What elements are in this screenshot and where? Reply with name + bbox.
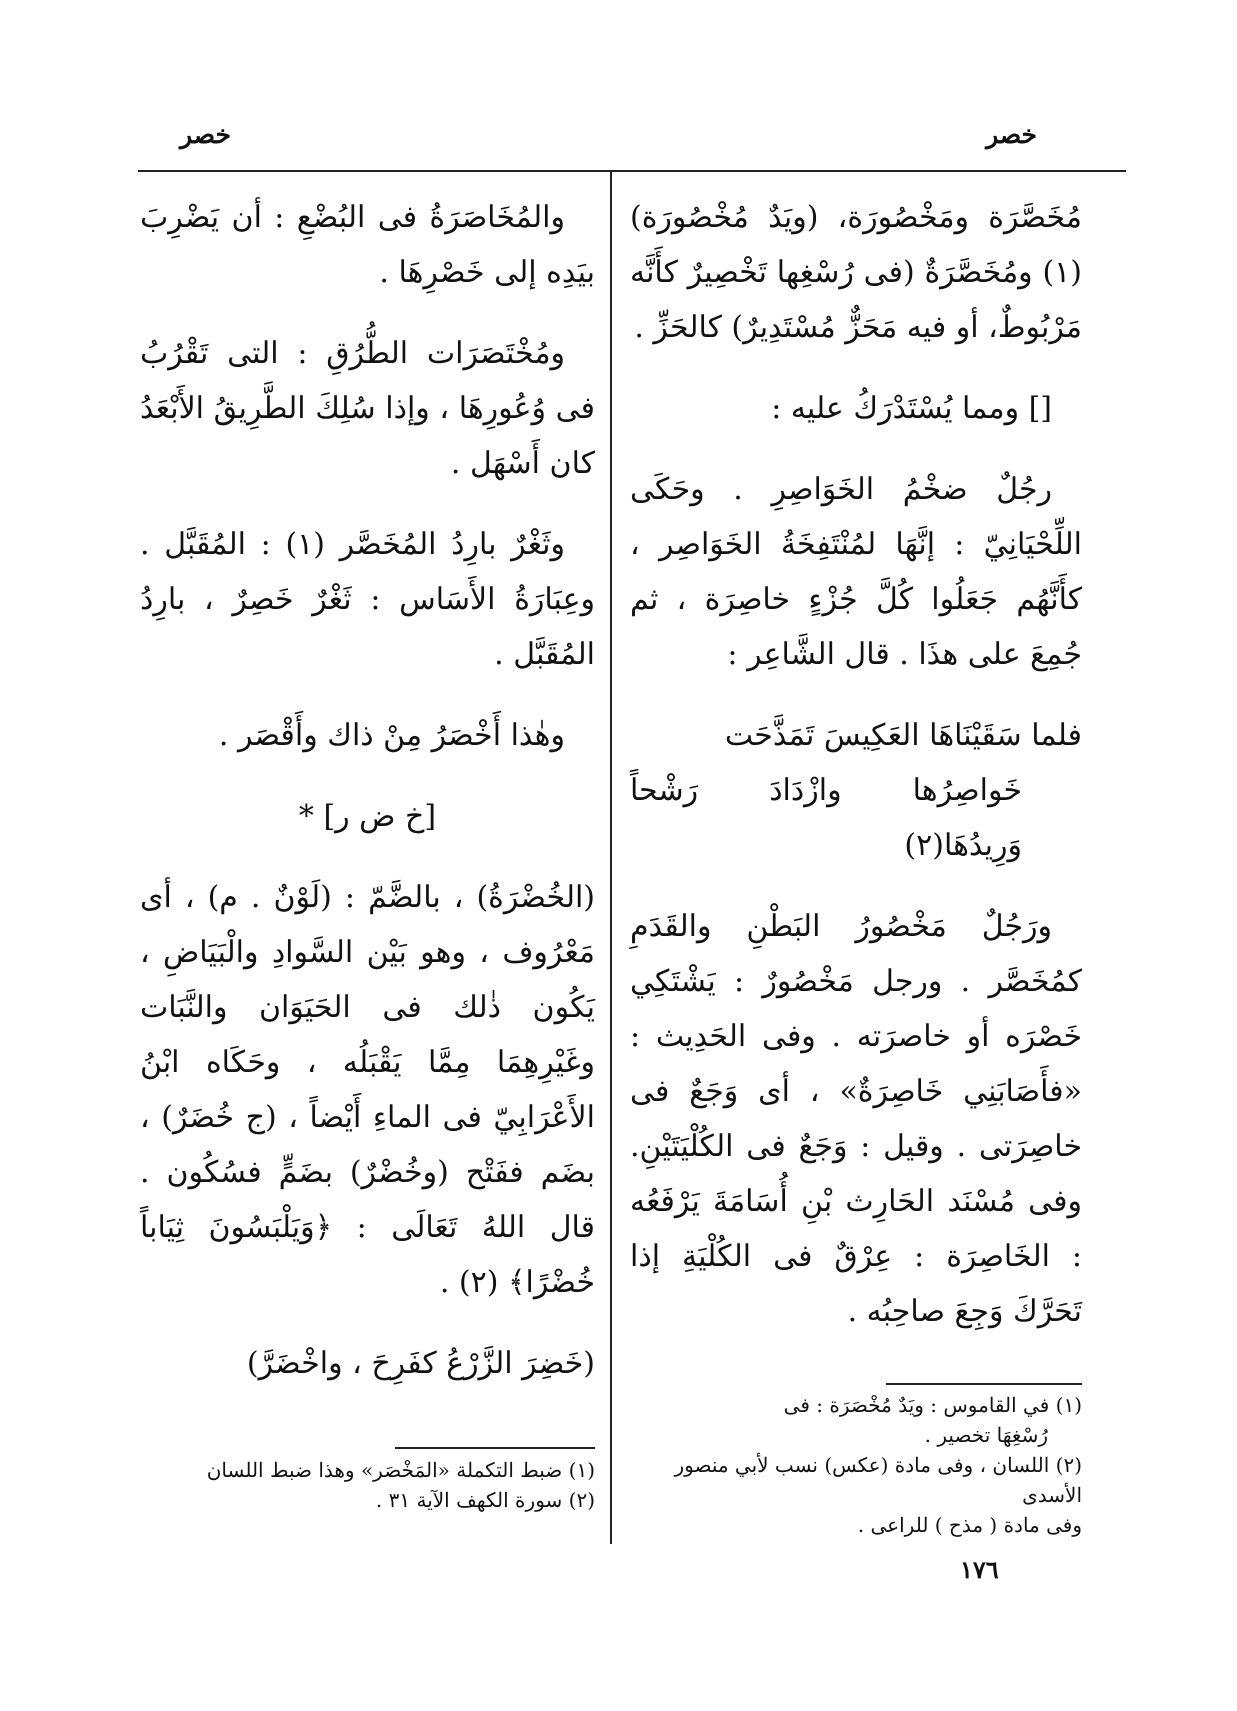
footnote: (٢) سورة الكهف الآية ٣١ . xyxy=(375,1488,595,1512)
paragraph: ورَجُلٌ مَخْصُورُ البَطْنِ والقَدَمِ كمُخَصَّر . ورجل مَخْصُورٌ : يَشْتَكِي خَصْرَه أو خاصرَته . وفى الحَدِيث : «فأَصَابَنِي خَاصِرَةٌ» ، أى وَجَعٌ فى خاصِرَتى . وقيل : وَجَعٌ فى الكُلْيَتَيْنِ. وفى مُسْنَد الحَارِث بْنِ أُسَامَةَ يَرْفَعُه : الخَاصِرَة : عِرْقٌ فى الكُلْيَةِ إذا تَحَرَّكَ وَجِعَ صاحِبُه . xyxy=(630,909,1082,1329)
left-column xyxy=(140,190,595,1417)
column-divider xyxy=(610,172,612,1544)
footnote: (٢) اللسان ، وفى مادة (عكس) نسب لأبي منصور الأسدى xyxy=(674,1453,1082,1507)
paragraph: رجُلٌ ضخْمُ الخَوَاصِرِ . وحَكَى اللِّحْيَانِيّ : إنَّهَا لمُنْتَفِخَةُ الخَوَاصِر ، كأَنَّهُم جَعَلُوا كُلَّ جُزْءٍ خاصِرَة ، ثم جُمِعَ على هذَا . قال الشَّاعِر : xyxy=(630,472,1082,672)
verse-line: فلما سَقَيْنَاهَا العَكِيسَ تَمَذَّحَت xyxy=(724,718,1082,753)
paragraph: وهٰذا أَخْصَرُ مِنْ ذاك وأَقْصَر . xyxy=(218,718,565,753)
header-rule xyxy=(138,170,1126,172)
paragraph: مُخَصَّرَة ومَخْصُورَة، (ويَدٌ مُخْصُورَة)(١) ومُخَصَّرَةٌ (فى رُسْغِها تَخْصِيرٌ كأَنَّه مَرْبُوطٌ، أو فيه مَحَزٌّ مُسْتَدِيرٌ) كالحَزِّ . xyxy=(630,200,1082,345)
paragraph: [] ومما يُسْتَدْرَكُ عليه : xyxy=(771,391,1052,426)
footnote: رُسْغِهَا تخصير . xyxy=(924,1423,1048,1447)
footnote: (١) ضبط التكملة «المَخْصَر» وهذا ضبط اللسان xyxy=(206,1458,595,1482)
page-number: ١٧٦ xyxy=(960,1555,999,1584)
right-column xyxy=(630,190,1082,1365)
footnotes-right xyxy=(630,1390,1082,1540)
paragraph: (الخُضْرَةُ) ، بالضَّمّ : (لَوْنٌ . م) ، أى مَعْرُوف ، وهو بَيْن السَّوادِ والْبَيَاضِ ، يَكُون ذٰلك فى الحَيَوَان والنَّبَات وغَيْرِهِمَا مِمَّا يَقْبَلُه ، وحَكَاه ابْنُ الأَعْرَابِيّ فى الماءِ أَيْضاً ، (ج خُضَرٌ) ، بضَم ففَتْح (وخُضْرٌ) بضَمٍّ فسُكُون . قال اللهُ تَعَالَى : ﴿وَيَلْبَسُونَ ثِيَاباً خُضْرًا﴾ (٢) . xyxy=(140,880,595,1300)
running-header-right: خصر xyxy=(986,120,1037,149)
paragraph: والمُخَاصَرَةُ فى البُضْعِ : أن يَضْرِبَ بيَدِه إلى خَصْرِهَا . xyxy=(140,200,595,290)
footnote-rule xyxy=(886,1383,1082,1385)
verse-line: خَواصِرُها وازْدَادَ رَشْحاً وَرِيدُهَا(٢) xyxy=(630,773,1022,863)
entry-heading: [خ ض ر] * xyxy=(298,799,437,834)
paragraph: (خَضِرَ الزَّرْعُ كفَرِحَ ، واخْضَرَّ) xyxy=(246,1346,595,1381)
footnote: (١) في القاموس : ويَدٌ مُخْصَرَة : فى xyxy=(783,1393,1082,1417)
paragraph: وثَغْرٌ بارِدُ المُخَصَّر (١) : المُقَبَّل . وعِبَارَةُ الأَسَاس : ثَغْرٌ خَصِرٌ ، بارِدُ المُقَبَّل . xyxy=(140,527,595,672)
footnote-rule xyxy=(395,1447,595,1449)
running-header-left: خصر xyxy=(180,120,231,149)
paragraph: ومُخْتَصَرَات الطُّرُقِ : التى تَقْرُبُ فى وُعُورِهَا ، وإذا سُلِكَ الطَّرِيقُ الأَبْعَدُ كان أَسْهَل . xyxy=(140,336,595,481)
footnote: وفى مادة ( مذح ) للراعى . xyxy=(857,1513,1082,1537)
footnotes-left xyxy=(140,1455,595,1515)
